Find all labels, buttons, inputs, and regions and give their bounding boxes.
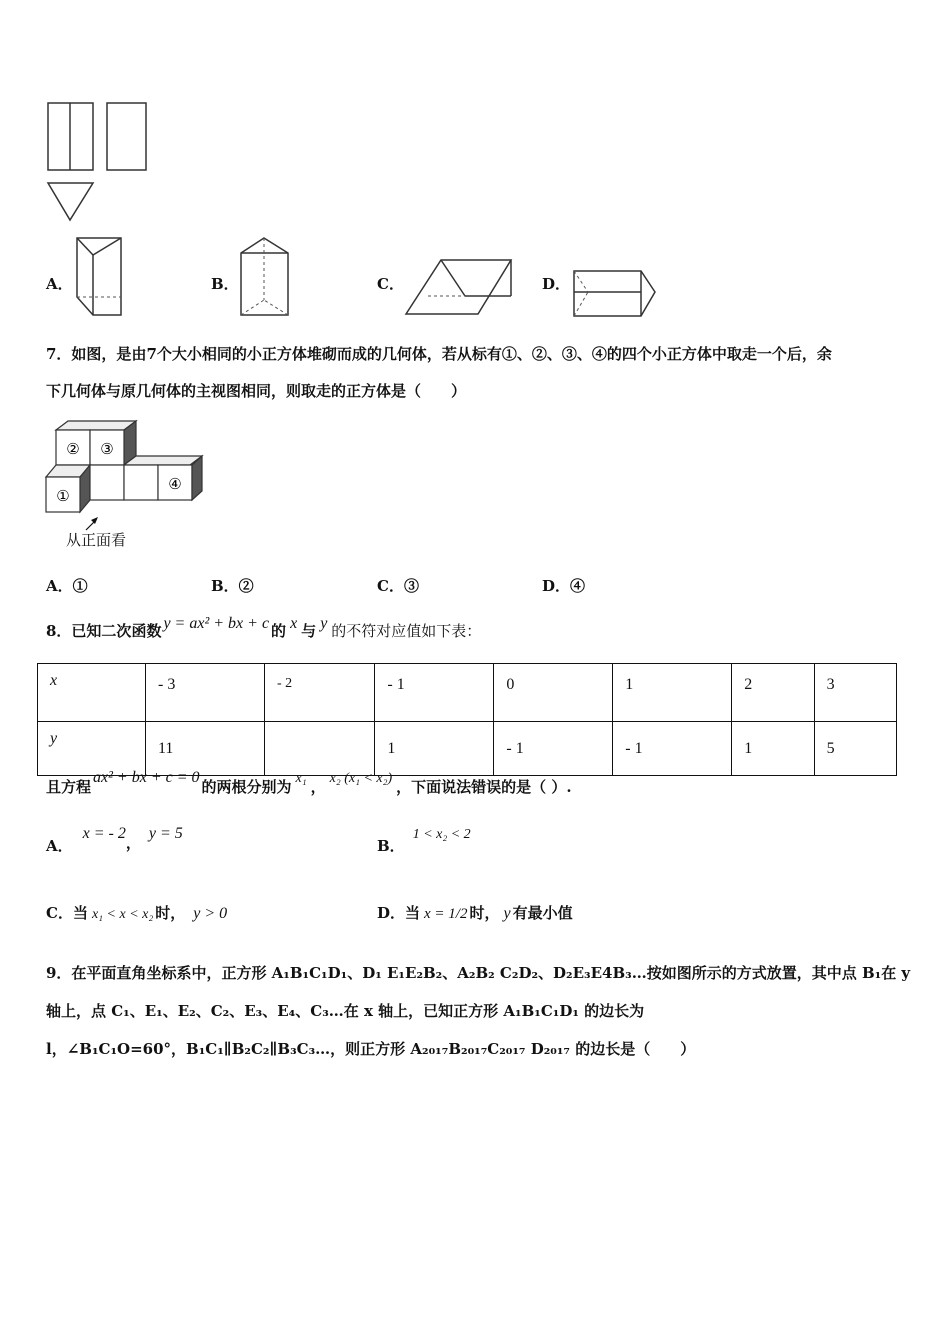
cube-label-4: ④ bbox=[168, 475, 182, 493]
q8-var-x: x bbox=[290, 615, 298, 632]
cube-label-3: ③ bbox=[100, 440, 114, 458]
q8-line2-prefix: 且方程 bbox=[46, 778, 92, 796]
q8-mid1: 的 bbox=[271, 622, 287, 640]
q8-suffix: 的不符对应值如下表： bbox=[331, 624, 482, 640]
q6-option-c[interactable]: C． bbox=[377, 275, 404, 293]
q8-line2-suffix: ，下面说法错误的是（ ）. bbox=[396, 778, 572, 796]
table-cell: 0 bbox=[494, 664, 613, 722]
table-cell: - 2 bbox=[264, 664, 374, 722]
table-cell: x bbox=[38, 664, 146, 722]
q8-prefix: 8．已知二次函数 bbox=[46, 622, 162, 640]
q8-option-a-sep: ， bbox=[125, 834, 141, 852]
q8-option-c-expr2: y > 0 bbox=[193, 905, 228, 922]
prism-figure-d bbox=[571, 268, 661, 320]
q9-text-line1: 9．在平面直角坐标系中，正方形 A₁B₁C₁D₁、D₁ E₁E₂B₂、A₂B₂ C₂D₂、D₂E₃E4B₃…按如图所示的方式放置，其中点 B₁在 y bbox=[46, 964, 911, 982]
table-cell: - 1 bbox=[375, 664, 494, 722]
table-cell: 5 bbox=[814, 722, 896, 776]
table-cell: y bbox=[38, 722, 146, 776]
cube-stack-figure bbox=[44, 420, 209, 520]
three-view-figure bbox=[45, 100, 155, 225]
q8-option-d-tail: 有最小值 bbox=[512, 904, 573, 922]
q8-stem-line2 bbox=[46, 766, 572, 796]
q8-option-c-mid: 时， bbox=[155, 904, 186, 922]
q7-option-c[interactable]: C．③ bbox=[377, 577, 419, 595]
q8-option-c[interactable] bbox=[46, 902, 227, 923]
q8-root1: x₁ bbox=[295, 771, 307, 786]
q8-option-b-expr: 1 < x₂ < 2 bbox=[412, 827, 471, 842]
table-cell: 1 bbox=[375, 722, 494, 776]
cube-label-2: ② bbox=[66, 440, 80, 458]
table-cell: 1 bbox=[732, 722, 814, 776]
table-cell: - 1 bbox=[613, 722, 732, 776]
q8-option-b[interactable] bbox=[377, 822, 471, 855]
q8-option-a-expr1: x = - 2 bbox=[82, 825, 126, 842]
q8-option-d-expr2: y bbox=[503, 905, 511, 922]
q8-option-d-mid: 时， bbox=[469, 904, 500, 922]
table-cell: 1 bbox=[613, 664, 732, 722]
table-cell: 2 bbox=[732, 664, 814, 722]
q8-function: y = ax² + bx + c bbox=[163, 615, 270, 632]
q9-text-line2: 轴上，点 C₁、E₁、E₂、C₂、E₃、E₄、C₃…在 x 轴上，已知正方形 A₁B₁C₁D₁ 的边长为 bbox=[46, 1002, 645, 1020]
q8-option-c-label: C．当 bbox=[46, 904, 88, 922]
q7-text-line2: 下几何体与原几何体的主视图相同，则取走的正方体是（ ） bbox=[46, 382, 467, 400]
q8-root2: x₂ (x₁ < x₂) bbox=[329, 771, 393, 786]
q7-option-a[interactable]: A．① bbox=[46, 577, 88, 595]
table-cell: 3 bbox=[814, 664, 896, 722]
q8-comma: ， bbox=[310, 778, 326, 796]
table-cell: - 3 bbox=[146, 664, 265, 722]
cube-label-1: ① bbox=[56, 487, 70, 505]
q8-option-b-label: B． bbox=[377, 837, 405, 855]
q9-text-line3: l，∠B₁C₁O=60°，B₁C₁∥B₂C₂∥B₃C₃…，则正方形 A₂₀₁₇B₂₀₁₇C₂₀₁₇ D₂₀₁₇ 的边长是（ ） bbox=[46, 1040, 696, 1058]
table-cell: - 1 bbox=[494, 722, 613, 776]
q7-option-d[interactable]: D．④ bbox=[542, 577, 586, 595]
table-cell: 11 bbox=[146, 722, 265, 776]
q8-option-d[interactable] bbox=[377, 902, 573, 923]
q6-option-b[interactable]: B． bbox=[211, 275, 239, 293]
q8-var-y: y bbox=[320, 615, 328, 632]
q8-equation: ax² + bx + c = 0 bbox=[93, 769, 200, 786]
value-table bbox=[37, 663, 897, 776]
q8-option-a-expr2: y = 5 bbox=[148, 825, 183, 842]
q6-option-d[interactable]: D． bbox=[542, 275, 571, 293]
q8-option-a[interactable] bbox=[46, 822, 183, 855]
prism-figure-b bbox=[238, 235, 293, 320]
figure-caption: 从正面看 bbox=[66, 531, 127, 549]
table-row-x bbox=[38, 664, 897, 722]
q6-option-a[interactable]: A． bbox=[46, 275, 73, 293]
q7-text-line1: 7．如图，是由7个大小相同的小正方体堆砌而成的几何体，若从标有①、②、③、④的四个小正方体中取走一个后，余 bbox=[46, 345, 832, 363]
prism-figure-a bbox=[73, 235, 128, 320]
q7-option-b[interactable]: B．② bbox=[211, 577, 254, 595]
prism-figure-c bbox=[403, 256, 518, 318]
q8-option-d-expr1: x = 1/2 bbox=[424, 906, 468, 922]
q8-option-d-label: D．当 bbox=[377, 904, 421, 922]
q8-option-a-label: A． bbox=[46, 837, 73, 855]
q8-line2-mid: 的两根分别为 bbox=[201, 778, 292, 796]
q8-stem-line1 bbox=[46, 612, 482, 640]
q8-mid2: 与 bbox=[301, 622, 317, 640]
q8-option-c-expr1: x₁ < x < x₂ bbox=[91, 907, 154, 922]
